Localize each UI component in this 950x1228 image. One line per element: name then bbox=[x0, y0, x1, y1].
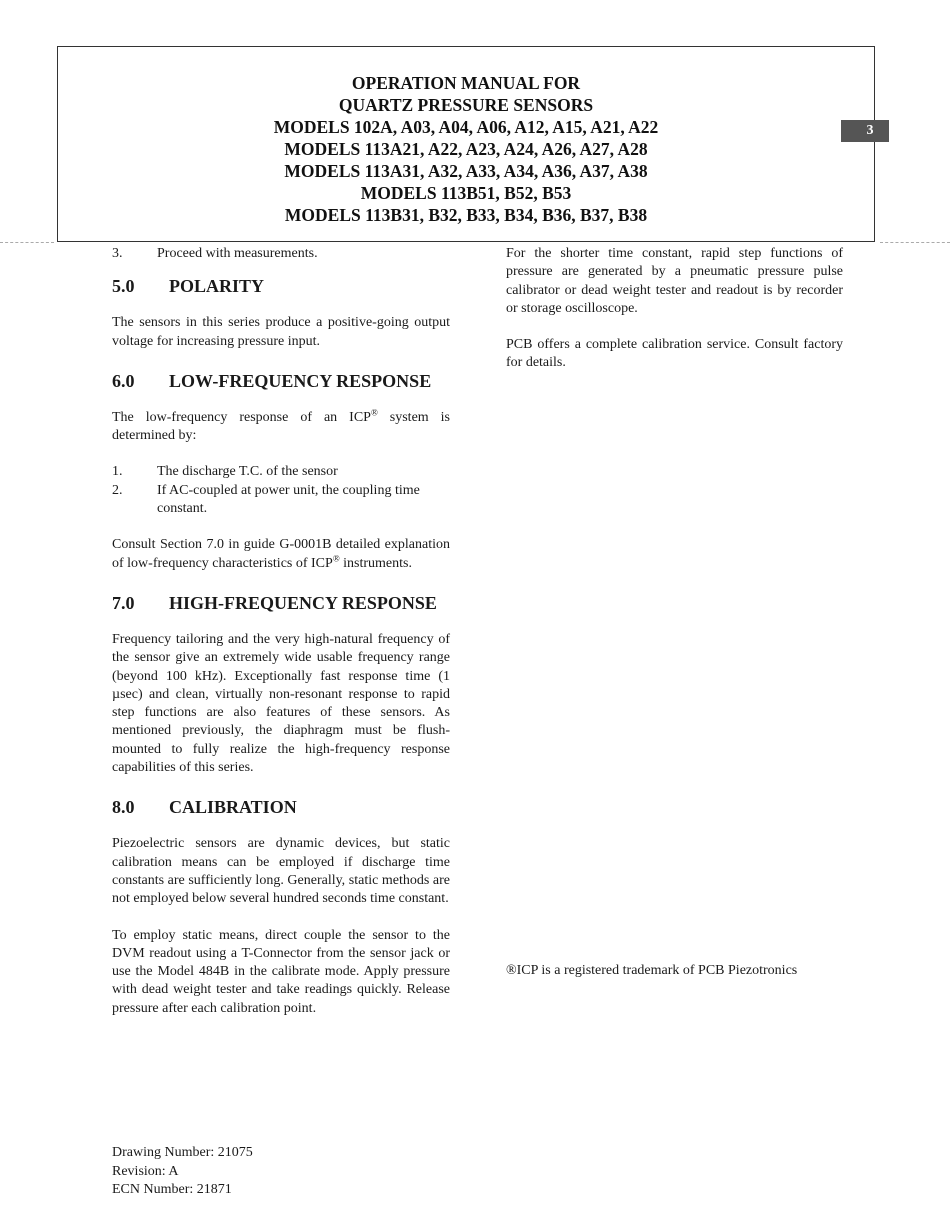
section-heading-high-frequency: 7.0 HIGH-FREQUENCY RESPONSE bbox=[112, 592, 437, 613]
divider bbox=[880, 242, 950, 243]
section-heading-calibration: 8.0 CALIBRATION bbox=[112, 797, 297, 818]
title-line: OPERATION MANUAL FOR bbox=[351, 73, 581, 93]
section-heading-polarity: 5.0 POLARITY bbox=[112, 276, 265, 297]
drawing-number: Drawing Number: 21075 bbox=[112, 1145, 253, 1160]
ecn-number: ECN Number: 21871 bbox=[112, 1182, 232, 1197]
drawing-info bbox=[112, 1144, 253, 1200]
divider bbox=[0, 242, 54, 243]
models-line: MODELS 102A, A03, A04, A06, A12, A15, A21, A22 bbox=[273, 117, 659, 137]
models-line: MODELS 113A21, A22, A23, A24, A26, A27, A28 bbox=[284, 139, 648, 159]
right-column bbox=[506, 245, 843, 373]
title-line: QUARTZ PRESSURE SENSORS bbox=[338, 95, 594, 115]
models-line: MODELS 113A31, A32, A33, A34, A36, A37, A38 bbox=[284, 161, 648, 181]
list-item: 1. The discharge T.C. of the sensor bbox=[112, 464, 338, 480]
list-item: 2. If AC-coupled at power unit, the coupling time constant. bbox=[112, 482, 420, 517]
left-column bbox=[112, 245, 450, 1018]
paragraph: Consult Section 7.0 in guide G-0001B detailed explanation of low-frequency characteristics of ICP® instruments. bbox=[112, 537, 450, 571]
paragraph: Frequency tailoring and the very high-natural frequency of the sensor give an extremely wide usable frequency range (beyond 100 kHz). Exceptionally fast response time (1 µsec) and clean, virtually non-resonant response to rapid step functions are also features of these sensors. As mentioned previously, the diaphragm must be flush-mounted to fully realize the high-frequency response capabilities of this series. bbox=[112, 631, 450, 776]
section-heading-low-frequency: 6.0 LOW-FREQUENCY RESPONSE bbox=[112, 370, 432, 391]
paragraph: The sensors in this series produce a positive-going output voltage for increasing pressure input. bbox=[112, 315, 450, 349]
models-line: MODELS 113B31, B32, B33, B34, B36, B37, B38 bbox=[284, 205, 648, 225]
list-item: 3. Proceed with measurements. bbox=[112, 246, 318, 261]
models-line: MODELS 113B51, B52, B53 bbox=[360, 183, 572, 203]
revision: Revision: A bbox=[112, 1163, 179, 1179]
manual-title-block bbox=[57, 72, 875, 226]
page-number-tab: 3 bbox=[841, 120, 889, 142]
paragraph: To employ static means, direct couple the sensor to the DVM readout using a T-Connector from the sensor jack or use the Model 484B in the calibrate mode. Apply pressure with dead weight tester and take readings quickly. Release pressure after each calibration point. bbox=[112, 927, 450, 1016]
paragraph: PCB offers a complete calibration service. Consult factory for details. bbox=[506, 337, 843, 371]
paragraph: The low-frequency response of an ICP® system is determined by: bbox=[112, 407, 450, 444]
trademark-note: ®ICP is a registered trademark of PCB Piezotronics bbox=[506, 963, 798, 978]
paragraph: Piezoelectric sensors are dynamic devices, but static calibration means can be employed if discharge time constants are sufficiently long. Generally, static methods are not employed below several hundred seconds time constant. bbox=[112, 836, 450, 907]
paragraph: For the shorter time constant, rapid step functions of pressure are generated by a pneumatic pressure pulse calibrator or dead weight tester and readout is by recorder or storage oscilloscope. bbox=[506, 246, 843, 316]
